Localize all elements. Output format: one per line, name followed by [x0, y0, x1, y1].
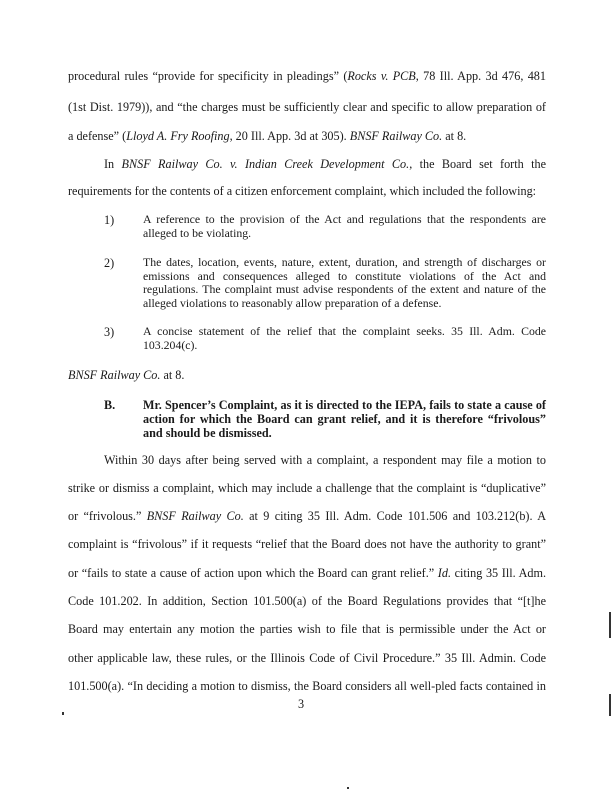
para1-line2: (1st Dist. 1979)), and “the charges must be sufficiently clear and specific to allow preparation of [68, 100, 546, 114]
list-item-text: The dates, location, events, nature, extent, duration, and strength of discharges or emissions and consequences alleged to constitute violations of the Act and regulations. The complaint must advise respondents of the extent and nature of the alleged violations to reasonably allow preparation of a defense. [143, 255, 546, 310]
scan-dot [62, 712, 64, 715]
para2-line2: requirements for the contents of a citizen enforcement complaint, which included the following: [68, 184, 537, 198]
after-list-citation: BNSF Railway Co. at 8. [68, 368, 185, 382]
scan-dot [347, 787, 349, 789]
para3-line7: Board may entertain any motion the parties wish to file that is permissible under the Act or [68, 622, 546, 636]
para3-line1: Within 30 days after being served with a complaint, a respondent may file a motion to [104, 453, 546, 467]
para1-line3: a defense” (Lloyd A. Fry Roofing, 20 Ill. App. 3d at 305). BNSF Railway Co. at 8. [68, 129, 467, 143]
scan-mark [609, 612, 611, 638]
list-item-text: A reference to the provision of the Act and regulations that the respondents are alleged to be violating. [143, 212, 546, 240]
para3-line5: or “fails to state a cause of action upon which the Board can grant relief.” Id. citing 35 Ill. Adm. [68, 566, 546, 580]
section-heading: Mr. Spencer’s Complaint, as it is directed to the IEPA, fails to state a cause of action for which the Board can grant relief, and it is therefore “frivolous” and should be dismissed. [143, 398, 546, 440]
list-item-number: 1) [104, 213, 115, 227]
para3-line3: or “frivolous.” BNSF Railway Co. at 9 citing 35 Ill. Adm. Code 101.506 and 103.212(b). A [68, 509, 547, 523]
para2-line1: In BNSF Railway Co. v. Indian Creek Development Co., the Board set forth the [104, 157, 547, 171]
para3-line4: complaint is “frivolous” if it requests “relief that the Board does not have the authority to grant” [68, 537, 546, 551]
para3-line2: strike or dismiss a complaint, which may include a challenge that the complaint is “duplicative” [68, 481, 546, 495]
scan-mark [609, 694, 611, 716]
list-item-number: 2) [104, 256, 115, 270]
list-item-number: 3) [104, 325, 115, 339]
page-number: 3 [298, 697, 305, 711]
list-item-text: A concise statement of the relief that the complaint seeks. 35 Ill. Adm. Code 103.204(c). [143, 324, 546, 352]
para1-line1: procedural rules “provide for specificity in pleadings” (Rocks v. PCB, 78 Ill. App. 3d 476, 481 [68, 69, 546, 83]
para3-line6: Code 101.202. In addition, Section 101.500(a) of the Board Regulations provides that “[t]he [68, 594, 546, 608]
section-letter: B. [104, 398, 116, 412]
para3-line8: other applicable law, these rules, or the Illinois Code of Civil Procedure.” 35 Ill. Admin. Code [68, 651, 546, 665]
para3-line9: 101.500(a). “In deciding a motion to dismiss, the Board considers all well-pled facts contained in [68, 679, 546, 693]
